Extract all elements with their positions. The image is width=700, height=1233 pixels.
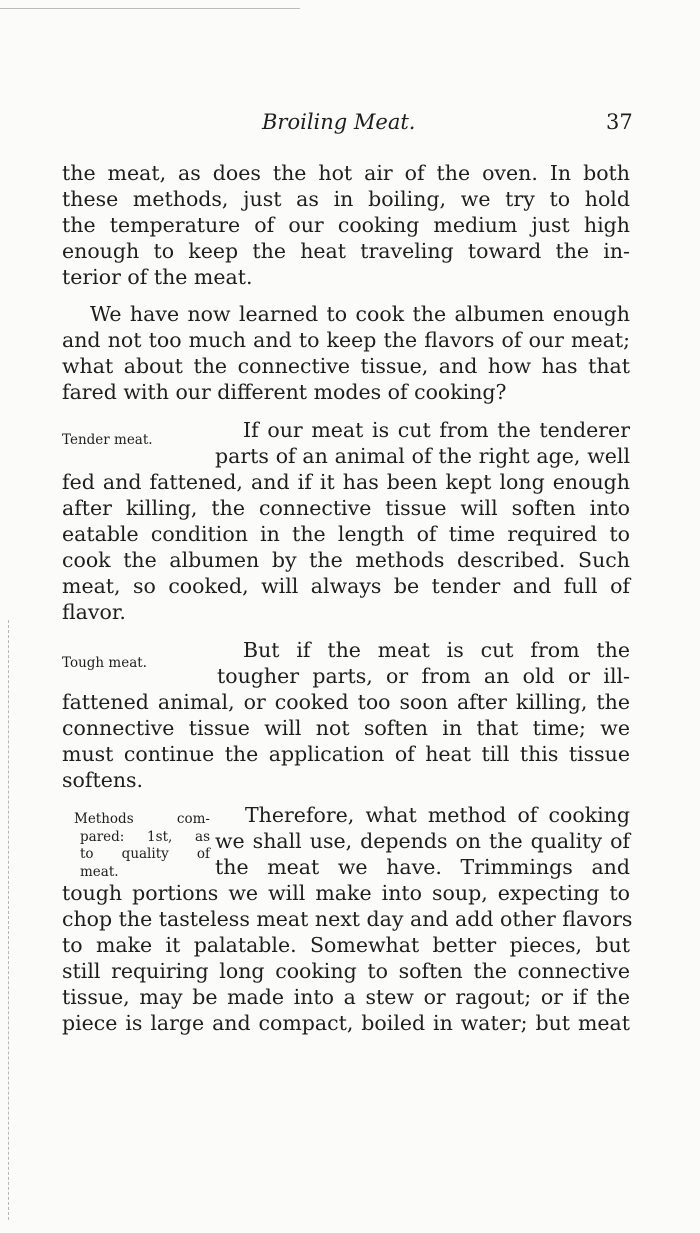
text-line: fared with our different modes of cooking? (62, 380, 507, 404)
text-line: meat, so cooked, will always be tender and full of (62, 574, 630, 598)
text-line: piece is large and compact, boiled in water; but meat (62, 1011, 630, 1035)
margin-note-line: Tough meat. (62, 655, 147, 671)
text-line: must continue the application of heat till this tissue (62, 742, 630, 766)
text-line: flavor. (62, 600, 126, 624)
text-line: If our meat is cut from the tenderer (243, 418, 630, 442)
text-line: to make it palatable. Somewhat better pieces, but (62, 933, 630, 957)
page-number: 37 (606, 110, 633, 134)
text-line: We have now learned to cook the albumen enough (90, 302, 630, 326)
text-line: eatable condition in the length of time required to (62, 522, 630, 546)
text-line: these methods, just as in boiling, we try to hold (62, 187, 630, 211)
text-line: still requiring long cooking to soften the connective (62, 959, 630, 983)
margin-note (62, 432, 153, 450)
text-line: the meat, as does the hot air of the oven. In both (62, 161, 630, 185)
text-line: parts of an animal of the right age, well (215, 444, 630, 468)
margin-note-line: meat. (80, 863, 119, 880)
margin-note-line: to quality of (80, 846, 210, 862)
margin-note-line: Methods com- (74, 811, 210, 827)
text-line: enough to keep the heat traveling toward the in- (62, 239, 630, 263)
text-line: tissue, may be made into a stew or ragout; or if the (62, 985, 630, 1009)
text-line: cook the albumen by the methods described. Such (62, 548, 630, 572)
text-line: and not too much and to keep the flavors of our meat; (62, 328, 630, 352)
text-line: tough portions we will make into soup, expecting to (62, 881, 630, 905)
margin-note-line: pared: 1st, as (80, 828, 210, 845)
text-line: the meat we have. Trimmings and (215, 855, 630, 879)
text-line: we shall use, depends on the quality of (215, 829, 630, 853)
text-line: after killing, the connective tissue will soften into (62, 496, 630, 520)
text-line: softens. (62, 768, 144, 792)
text-line: what about the connective tissue, and how has that (62, 354, 630, 378)
text-line: fattened animal, or cooked too soon after killing, the (62, 690, 630, 714)
margin-note (62, 655, 147, 673)
scan-left-edge (8, 620, 12, 1220)
text-line: fed and fattened, and if it has been kept long enough (62, 470, 630, 494)
margin-note-line: Tender meat. (62, 432, 153, 448)
text-line: Therefore, what method of cooking (245, 803, 630, 827)
scan-top-border (0, 8, 300, 9)
text-line: connective tissue will not soften in that time; we (62, 716, 630, 740)
text-line: tougher parts, or from an old or ill- (217, 664, 630, 688)
margin-note (74, 811, 210, 881)
running-title: Broiling Meat. (262, 110, 416, 134)
text-line: the temperature of our cooking medium just high (62, 213, 630, 237)
text-line: terior of the meat. (62, 265, 253, 289)
text-line: But if the meat is cut from the (243, 638, 630, 662)
text-line: chop the tasteless meat next day and add other flavors (62, 907, 633, 931)
